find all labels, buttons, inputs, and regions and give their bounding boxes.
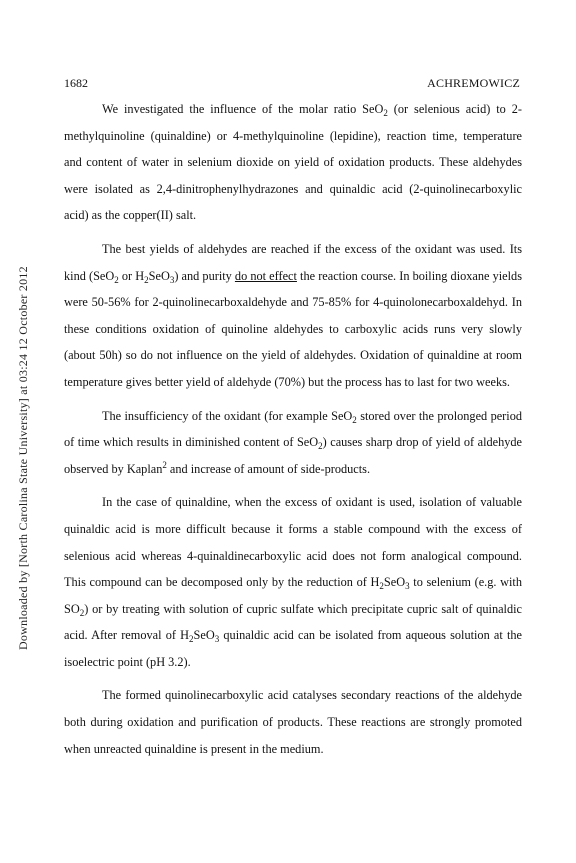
download-watermark: Downloaded by [North Carolina State University] at 03:24 12 October 2012 (16, 266, 30, 650)
paragraph-4: In the case of quinaldine, when the excess of oxidant is used, isolation of valuable quinaldic acid is more difficult because it forms a stable compound with the excess of selenious acid whereas 4-quinaldinecarboxylic acid does not form analogical compound. This compound can be decomposed only by the reduction of $H_2SeO_3$ to selenium (e.g. with $SO_2$) or by treating with solution of cupric sulfate which precipitate cupric salt of quinaldic acid. After removal of $H_2SeO_3$ quinaldic acid can be isolated from aqueous solution at the isoelectric point (pH 3.2). (64, 495, 523, 669)
paragraph-2: The best yields of aldehydes are reached if the excess of the oxidant was used. Its kind (SeO$_2$ or $H_2SeO_3$) and purity do not effect the reaction course. In boiling dioxane yields were 50-56% for 2-quinolinecarboxaldehyde and 75-85% for 4-quinolonecarboxaldehyd. In these conditions oxidation of quinoline aldehydes to carboxylic acids runs very slowly (about 50h) so do not influence on the yield of aldehydes. Oxidation of quinaldine at room temperature gives better yield of aldehyde (70%) but the process has to last for two weeks. (64, 241, 522, 389)
paragraph-5: The formed quinolinecarboxylic acid catalyses secondary reactions of the aldehyde both during oxidation and purification of products. These reactions are strongly promoted when unreacted quinaldine is present in the medium. (64, 688, 522, 756)
underlined-phrase: do not effect (234, 268, 297, 283)
reference-marker: 2 (162, 459, 167, 470)
running-head: ACHREMOWICZ (427, 76, 520, 90)
paragraph-3: The insufficiency of the oxidant (for example SeO$_2$ stored over the prolonged period of time which results in diminished content of SeO$_2$) causes sharp drop of yield of aldehyde observed by Kaplan$^2$ and increase of amount of side-products. (64, 408, 523, 476)
page-header (64, 76, 520, 94)
body-text (64, 96, 522, 762)
paragraph-1: We investigated the influence of the molar ratio SeO$_2$ (or selenious acid) to 2-methylquinoline (quinaldine) or 4-methylquinoline (lepidine), reaction time, temperature and content of water in selenium dioxide on yield of oxidation products. These aldehydes were isolated as 2,4-dinitrophenylhydrazones and quinaldic acid (2-quinolinecarboxylic acid) as the copper(II) salt. (64, 102, 522, 223)
page-number: 1682 (64, 76, 88, 90)
